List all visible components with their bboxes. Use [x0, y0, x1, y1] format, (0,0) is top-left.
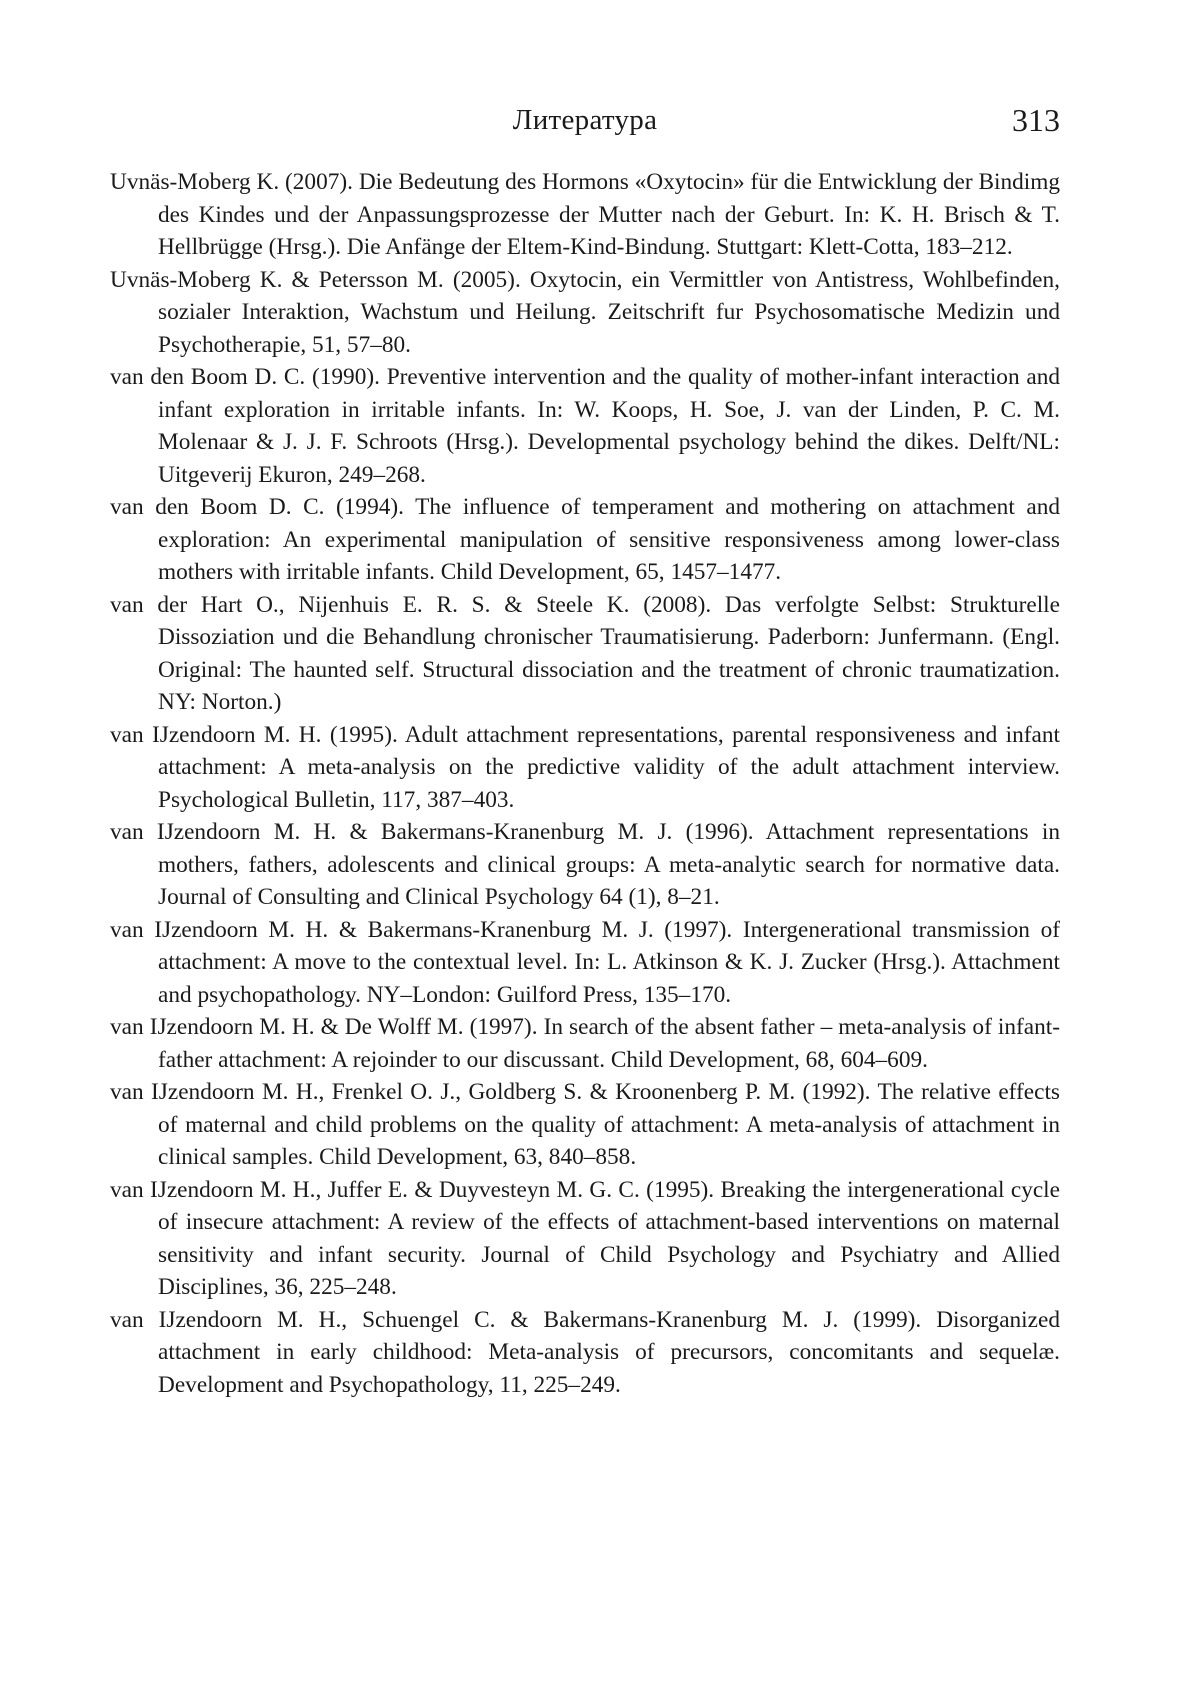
- page-number: 313: [1012, 102, 1060, 138]
- reference-entry: van den Boom D. C. (1990). Preventive intervention and the quality of mother-infant interaction and infant exploration in irritable infants. In: W. Koops, H. Soe, J. van der Linden, P. C. M. Molenaar & J. J. F. Schroots (Hrsg.). Developmental psychology behind the dikes. Delft/NL: Uitgeverij Ekuron, 249–268.: [110, 364, 1060, 488]
- reference-entry: van den Boom D. C. (1994). The influence of temperament and mothering on attachment and exploration: An experimental manipulation of sensitive responsiveness among lower-class mothers with irritable infants. Child Development, 65, 1457–1477.: [110, 494, 1060, 585]
- reference-entry: Uvnäs-Moberg K. & Petersson M. (2005). Oxytocin, ein Vermittler von Antistress, Wohlbefinden, sozialer Interaktion, Wachstum und Heilung. Zeitschrift fur Psychosomatische Medizin und Psychotherapie, 51, 57–80.: [110, 266, 1060, 358]
- reference-entry: van IJzendoorn M. H., Juffer E. & Duyvesteyn M. G. C. (1995). Breaking the intergenerational cycle of insecure attachment: A review of the effects of attachment-based interventions on maternal sensitivity and infant security. Journal of Child Psychology and Psychiatry and Allied Disciplines, 36, 225–248.: [110, 1176, 1060, 1300]
- reference-entry: van IJzendoorn M. H. & De Wolff M. (1997). In search of the absent father – meta-analysis of infant-father attachment: A rejoinder to our discussant. Child Development, 68, 604–609.: [110, 1014, 1060, 1073]
- reference-entry: van IJzendoorn M. H., Frenkel O. J., Goldberg S. & Kroonenberg P. M. (1992). The relative effects of maternal and child problems on the quality of attachment: A meta-analysis of attachment in clinical samples. Child Development, 63, 840–858.: [110, 1079, 1060, 1170]
- reference-entry: van IJzendoorn M. H. & Bakermans-Kranenburg M. J. (1996). Attachment representations in mothers, fathers, adolescents and clinical groups: A meta-analytic search for normative data. Journal of Consulting and Clinical Psychology 64 (1), 8–21.: [110, 819, 1060, 910]
- reference-entry: van IJzendoorn M. H., Schuengel C. & Bakermans-Kranenburg M. J. (1999). Disorganized attachment in early childhood: Meta-analysis of precursors, concomitants and sequelæ. Development and Psychopathology, 11, 225–249.: [110, 1306, 1060, 1398]
- running-title: Литература: [512, 104, 658, 136]
- reference-entry: van der Hart O., Nijenhuis E. R. S. & Steele K. (2008). Das verfolgte Selbst: Strukturelle Dissoziation und die Behandlung chronischer Traumatisierung. Paderborn: Junfermann. (Engl. Original: The haunted self. Structural dissociation and the treatment of chronic traumatization. NY: Norton.): [110, 591, 1060, 715]
- reference-list: [110, 166, 1060, 1401]
- page-header: [110, 96, 1060, 144]
- reference-entry: van IJzendoorn M. H. & Bakermans-Kranenburg M. J. (1997). Intergenerational transmission of attachment: A move to the contextual level. In: L. Atkinson & K. J. Zucker (Hrsg.). Attachment and psychopathology. NY–London: Guilford Press, 135–170.: [110, 916, 1060, 1008]
- reference-entry: Uvnäs-Moberg K. (2007). Die Bedeutung des Hormons «Oxytocin» für die Entwicklung der Bindimg des Kindes und der Anpassungsprozesse der Mutter nach der Geburt. In: K. H. Brisch & T. Hellbrügge (Hrsg.). Die Anfänge der Eltem-Kind-Bindung. Stuttgart: Klett-Cotta, 183–212.: [110, 169, 1060, 260]
- reference-entry: van IJzendoorn M. H. (1995). Adult attachment representations, parental responsiveness and infant attachment: A meta-analysis on the predictive validity of the adult attachment interview. Psychological Bulletin, 117, 387–403.: [110, 721, 1060, 813]
